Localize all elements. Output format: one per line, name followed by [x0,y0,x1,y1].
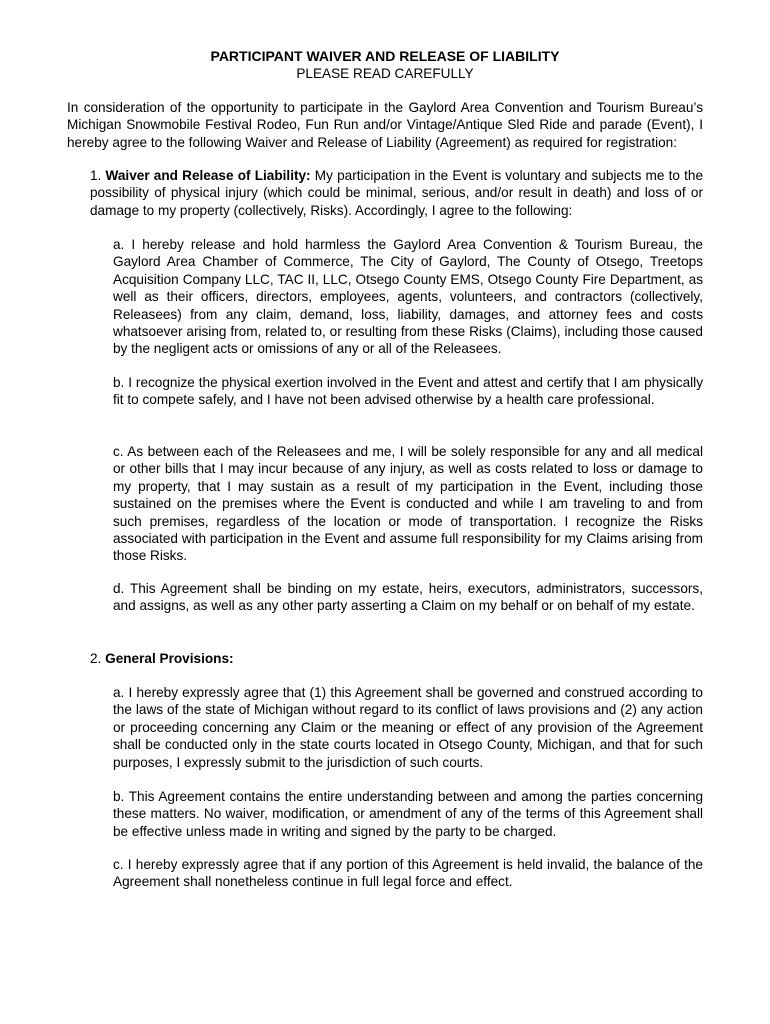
section-1-item-b: b. I recognize the physical exertion involved in the Event and attest and certify that I am physically fit to compete safely, and I have not been advised otherwise by a health care professional. [113,375,703,408]
section-2-item-b: b. This Agreement contains the entire understanding between and among the parties concerning these matters. No waiver, modification, or amendment of any of the terms of this Agreement shall be effective unless made in writing and signed by the party to be charged. [113,789,703,839]
section-1-item-a: a. I hereby release and hold harmless the Gaylord Area Convention & Tourism Bureau, the Gaylord Area Chamber of Commerce, The City of Gaylord, The County of Otsego, Treetops Acquisition Company LLC, TAC II, LLC, Otsego County EMS, Otsego County Fire Department, as well as their officers, directors, employees, agents, volunteers, and contractors (collectively, Releasees) from any claim, demand, loss, liability, damages, and attorney fees and costs whatsoever arising from, related to, or resulting from these Risks (Claims), including those caused by the negligent acts or omissions of any or all of the Releasees. [113,237,703,357]
section-2-item-c: c. I hereby expressly agree that if any portion of this Agreement is held invalid, the balance of the Agreement shall nonetheless continue in full legal force and effect. [113,857,703,890]
section-1-text: My participation in the Event is voluntary and subjects me to the possibility of physical injury (which could be minimal, serious, and/or result in death) and loss of or damage to my property (collectively, Risks). Accordingly, I agree to the following: [90,168,704,218]
document-subtitle: PLEASE READ CAREFULLY [296,66,474,81]
section-1-item-c: c. As between each of the Releasees and me, I will be solely responsible for any and all medical or other bills that I may incur because of any injury, as well as costs related to loss or damage to my property, that I may sustain as a result of my participation in the Event, including those sustained on the premises where the Event is conducted and while I am traveling to and from such premises, regardless of the location or mode of transportation. I recognize the Risks associated with participation in the Event and assume full responsibility for my Claims arising from those Risks. [113,444,703,564]
section-2-heading: General Provisions: [105,651,234,666]
section-1-paragraph [90,167,703,219]
section-1-item-d: d. This Agreement shall be binding on my estate, heirs, executors, administrators, successors, and assigns, as well as any other party asserting a Claim on my behalf or on behalf of my estate. [113,581,703,614]
intro-paragraph: In consideration of the opportunity to participate in the Gaylord Area Convention and Tourism Bureau’s Michigan Snowmobile Festival Rodeo, Fun Run and/or Vintage/Antique Sled Ride and parade (Event), I hereby agree to the following Waiver and Release of Liability (Agreement) as required for registration: [67,100,703,150]
section-2-item-a: a. I hereby expressly agree that (1) this Agreement shall be governed and construed according to the laws of the state of Michigan without regard to its conflict of laws provisions and (2) any action or proceeding concerning any Claim or the meaning or effect of any provision of the Agreement shall be conducted only in the state courts located in Otsego County, Michigan, and that for such purposes, I expressly submit to the jurisdiction of such courts. [113,685,703,770]
section-2-number: 2. [90,651,102,666]
section-1-number: 1. [90,168,102,183]
document-title: PARTICIPANT WAIVER AND RELEASE OF LIABILITY [210,48,560,64]
section-1-heading: Waiver and Release of Liability: [105,168,311,183]
section-2-paragraph [90,650,703,667]
